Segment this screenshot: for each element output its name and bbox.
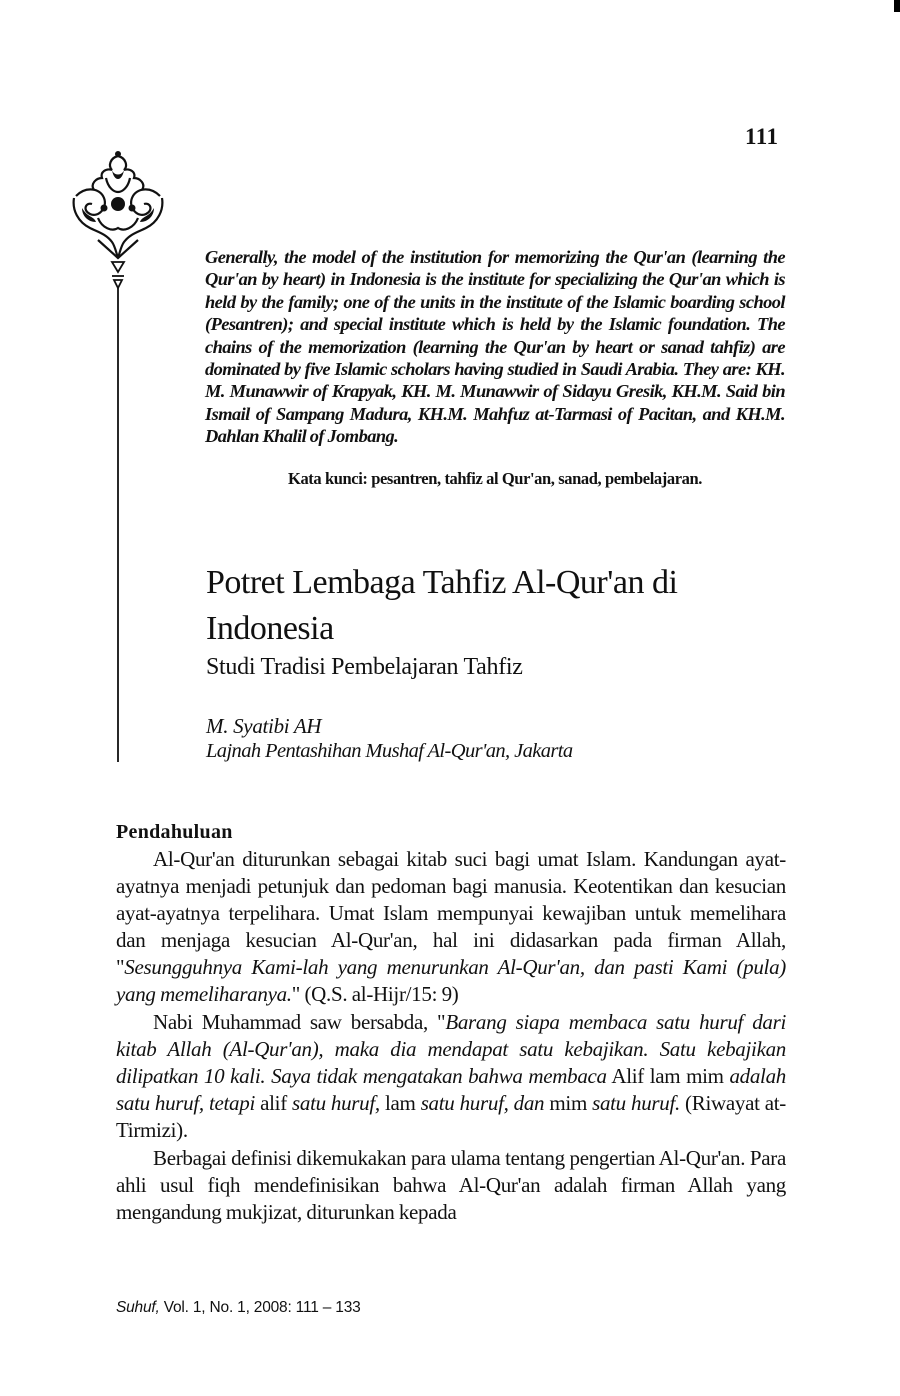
italic-text: adalah satu huruf, tetapi: [116, 1064, 786, 1115]
footer-citation: [116, 1299, 361, 1317]
text-run: " (Q.S. al-Hijr/15: 9): [291, 982, 459, 1006]
italic-text: satu huruf.: [592, 1091, 680, 1115]
decorative-ornament-icon: [68, 148, 168, 768]
paragraph: [116, 1145, 786, 1226]
article-subtitle: Studi Tradisi Pembelajaran Tahfiz: [206, 654, 523, 680]
abstract: [205, 246, 785, 448]
scan-corner-mark: [894, 0, 900, 12]
text-run: (Riwayat at-Tirmizi).: [116, 1091, 786, 1142]
journal-name: Suhuf,: [116, 1299, 160, 1316]
keywords: Kata kunci: pesantren, tahfiz al Qur'an, sanad, pembelajaran.: [288, 469, 702, 488]
text-run: mim: [544, 1091, 593, 1115]
text-run: lam: [379, 1091, 421, 1115]
text-run: Alif lam mim: [606, 1064, 730, 1088]
text-run: alif: [255, 1091, 292, 1115]
text-run: Al-Qur'an diturunkan sebagai kitab suci bagi umat Islam. Kandungan ayat-ayatnya menjadi petunjuk dan pedoman bagi manusia. Keotentikan dan kesucian ayat-ayatnya terpelihara. Umat Islam mempunyai kewajiban untuk memelihara dan menjaga kesucian Al-Qur'an, hal ini didasarkan pada firman Allah, ": [116, 847, 786, 979]
body-text: [116, 846, 786, 1226]
italic-text: satu huruf, dan: [420, 1091, 545, 1115]
author-affiliation: Lajnah Pentashihan Mushaf Al-Qur'an, Jakarta: [206, 740, 573, 762]
section-heading: Pendahuluan: [116, 821, 233, 843]
italic-text: Barang siapa membaca satu huruf dari kitab Allah (Al-Qur'an), maka dia mendapat satu kebajikan. Satu kebajikan dilipatkan 10 kali. Saya tidak mengatakan bahwa membaca: [116, 1010, 787, 1088]
paragraph: [116, 1009, 786, 1144]
text-run: Nabi Muhammad saw bersabda, ": [153, 1010, 446, 1034]
italic-text: satu huruf,: [292, 1091, 380, 1115]
italic-text: Sesungguhnya Kami-lah yang menurunkan Al-Qur'an, dan pasti Kami (pula) yang memeliharanya.: [116, 955, 786, 1006]
citation-details: Vol. 1, No. 1, 2008: 111 – 133: [159, 1299, 361, 1316]
text-run: Generally, the model of the institution for memorizing the Qur'an (learning the Qur'an by heart) in Indonesia is the institute for specializing the Qur'an which is held by the family; one of the units in the institute of the Islamic boarding school (Pesantren); and special institute which is held by the Islamic foundation. The chains of the memorization (learning the Qur'an by heart or sanad tahfiz) are dominated by five Islamic scholars having studied in Saudi Arabia. They are: KH. M. Munawwir of Krapyak, KH. M. Munawwir of Sidayu Gresik, KH.M. Said bin Ismail of Sampang Madura, KH.M. Mahfuz at-Tarmasi of Pacitan, and KH.M. Dahlan Khalil of Jombang.: [205, 247, 785, 447]
article-title: Potret Lembaga Tahfiz Al-Qur'an di Indonesia: [206, 564, 678, 647]
author-name: M. Syatibi AH: [206, 714, 322, 738]
page-number: 111: [745, 124, 779, 149]
paragraph: [116, 846, 786, 1008]
text-run: Berbagai definisi dikemukakan para ulama tentang pengertian Al-Qur'an. Para ahli usul fiqh mendefinisikan bahwa Al-Qur'an adalah firman Allah yang mengandung mukjizat, diturunkan kepada: [116, 1146, 786, 1224]
